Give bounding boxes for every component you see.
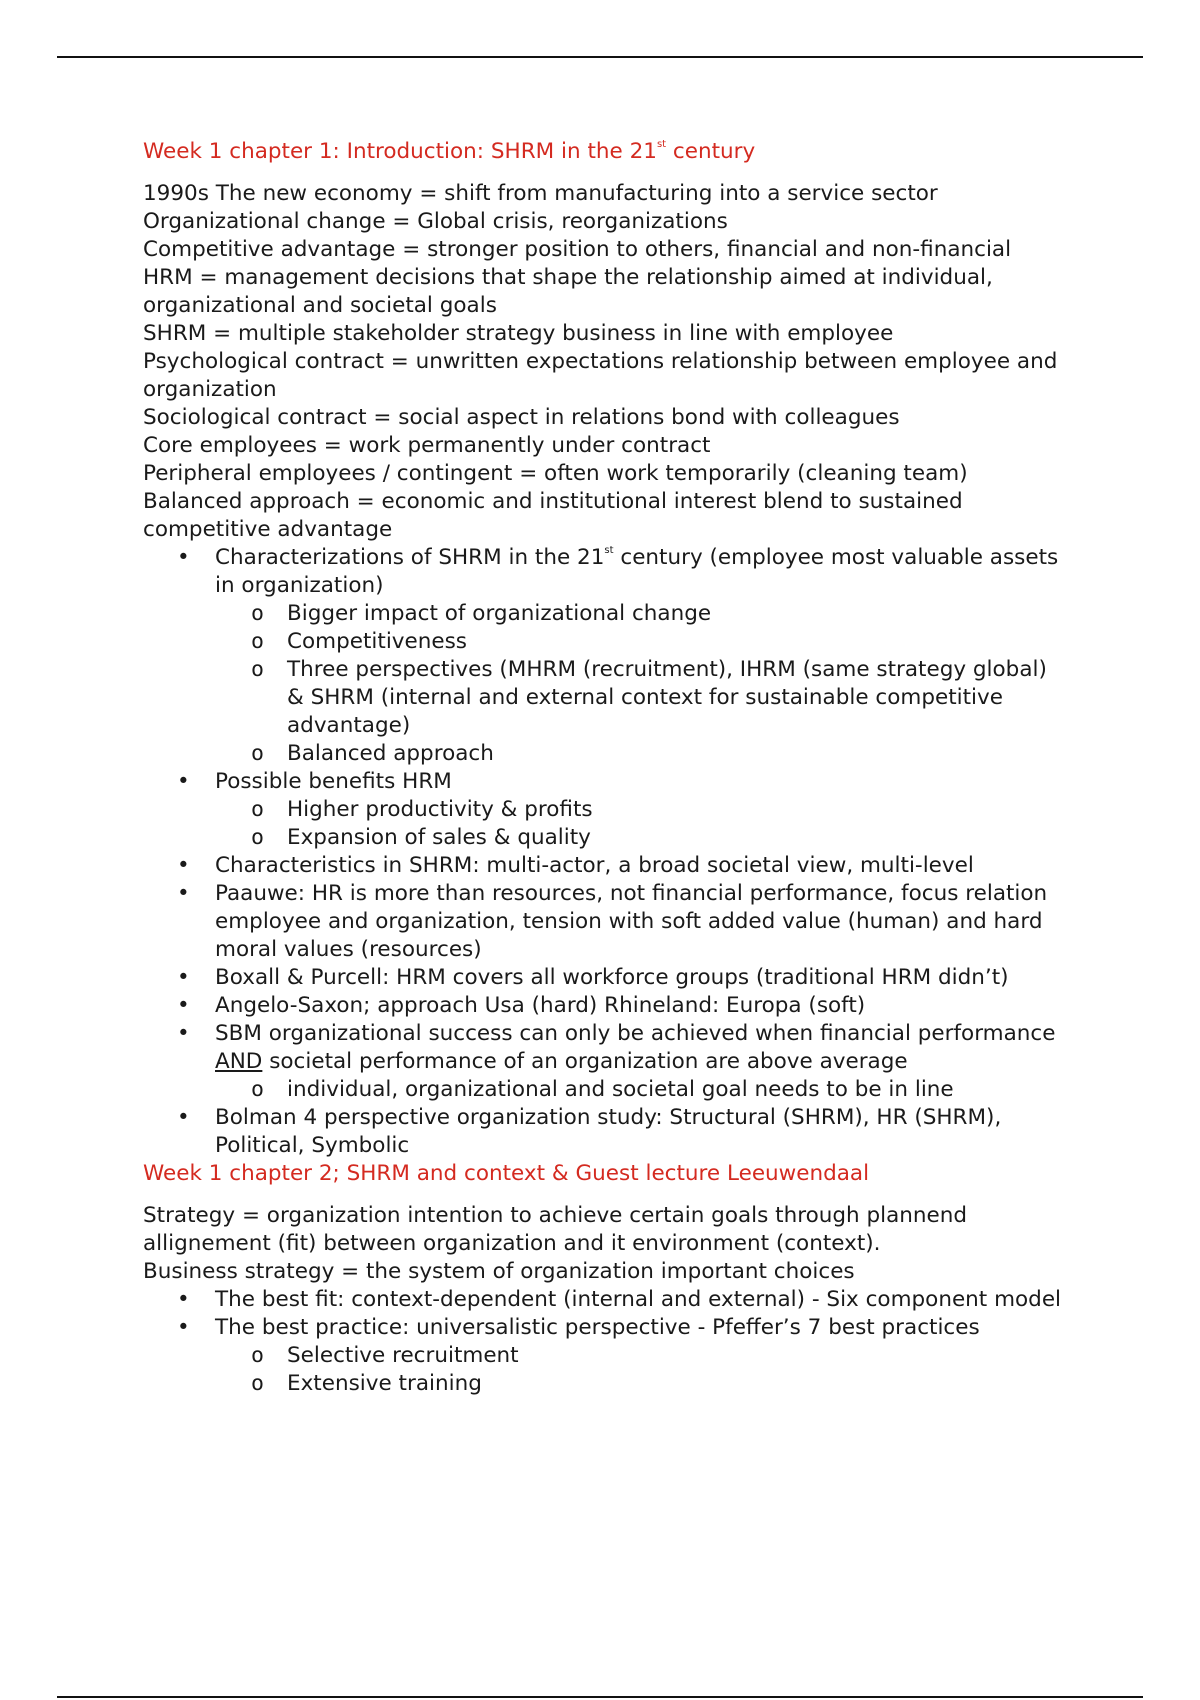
sub-list-item: o Balanced approach [251,741,494,766]
bullet-marker: • [177,1287,190,1312]
bullet-marker: • [177,965,190,990]
bullet-marker: • [177,769,190,794]
bullet-marker: • [177,545,190,570]
sub-bullet-marker: o [251,601,264,626]
sub-bullet-marker: o [251,657,264,682]
definitions-block-chapter-2 [143,1202,1063,1286]
list-item [143,1314,1063,1398]
bullet-marker: • [177,993,190,1018]
list-item [143,1286,1063,1314]
list-item [143,992,1063,1020]
section-heading-chapter-2: Week 1 chapter 2; SHRM and context & Guest lecture Leeuwendaal [143,1161,870,1186]
list-item [143,1104,1063,1160]
list-item-text: SBM organizational success can only be achieved when financial performance AND societal performance of an organization are above average [215,1021,1056,1074]
bullet-list-chapter-1 [143,544,1063,1160]
definition-line: Peripheral employees / contingent = often work temporarily (cleaning team) [143,461,968,486]
bullet-list-chapter-2 [143,1286,1063,1398]
sub-bullet-marker: o [251,825,264,850]
bullet-marker: • [177,1105,190,1130]
list-item [143,544,1063,768]
list-item [143,964,1063,992]
definition-line: 1990s The new economy = shift from manufacturing into a service sector [143,181,938,206]
sub-list-item: o Higher productivity & profits [251,797,593,822]
sub-bullet-marker: o [251,629,264,654]
sub-list [215,1342,1063,1398]
sub-list-item: o Selective recruitment [251,1343,519,1368]
sub-bullet-marker: o [251,1343,264,1368]
list-item-text: The best fit: context-dependent (internal and external) - Six component model [215,1287,1062,1312]
list-item-text: Paauwe: HR is more than resources, not financial performance, focus relation employee and organization, tension with soft added value (human) and hard moral values (resources) [215,881,1048,962]
sub-list-item: o Competitiveness [251,629,467,654]
list-item [143,768,1063,852]
sub-bullet-marker: o [251,741,264,766]
list-item [143,1020,1063,1104]
sub-list-item: o individual, organizational and societal goal needs to be in line [251,1077,954,1102]
list-item-text: Characteristics in SHRM: multi-actor, a broad societal view, multi-level [215,853,974,878]
sub-list-item: o Extensive training [251,1371,482,1396]
bullet-marker: • [177,1021,190,1046]
footer-rule [57,1696,1143,1698]
definition-line: SHRM = multiple stakeholder strategy business in line with employee [143,321,894,346]
definitions-block-chapter-1 [143,180,1063,544]
definition-line: Sociological contract = social aspect in relations bond with colleagues [143,405,900,430]
sub-list [215,796,1063,852]
header-rule [57,56,1143,58]
list-item-text: Boxall & Purcell: HRM covers all workforce groups (traditional HRM didn’t) [215,965,1009,990]
sub-list-item: o Expansion of sales & quality [251,825,591,850]
sub-list [215,600,1063,768]
definition-line: Strategy = organization intention to achieve certain goals through plannend allignement (fit) between organization and it environment (context). [143,1203,968,1256]
sub-list [215,1076,1063,1104]
list-item [143,880,1063,964]
list-item-text: Angelo-Saxon; approach Usa (hard) Rhineland: Europa (soft) [215,993,866,1018]
definition-line: Organizational change = Global crisis, reorganizations [143,209,728,234]
sub-list-item: o Bigger impact of organizational change [251,601,712,626]
sub-list-item: o Three perspectives (MHRM (recruitment), IHRM (same strategy global) & SHRM (internal and external context for sustainable competitive advantage) [251,657,1047,738]
list-item-text: Possible benefits HRM [215,769,452,794]
bullet-marker: • [177,881,190,906]
bullet-marker: • [177,853,190,878]
sub-bullet-marker: o [251,1077,264,1102]
section-heading-chapter-1: Week 1 chapter 1: Introduction: SHRM in the 21st century [143,138,756,164]
sub-bullet-marker: o [251,797,264,822]
definition-line: Psychological contract = unwritten expectations relationship between employee and organization [143,349,1058,402]
list-item-text: Bolman 4 perspective organization study: Structural (SHRM), HR (SHRM), Political, Symbolic [215,1105,1002,1158]
definition-line: Business strategy = the system of organization important choices [143,1259,855,1284]
underlined-text: AND [215,1049,263,1074]
document-page [143,138,1063,1398]
definition-line: Competitive advantage = stronger position to others, financial and non-financial [143,237,1012,262]
definition-line: Core employees = work permanently under contract [143,433,711,458]
sub-bullet-marker: o [251,1371,264,1396]
definition-line: HRM = management decisions that shape the relationship aimed at individual, organizational and societal goals [143,265,993,318]
definition-line: Balanced approach = economic and institutional interest blend to sustained competitive advantage [143,489,963,542]
list-item-text: Characterizations of SHRM in the 21st century (employee most valuable assets in organization) [215,544,1059,598]
list-item [143,852,1063,880]
bullet-marker: • [177,1315,190,1340]
list-item-text: The best practice: universalistic perspective - Pfeffer’s 7 best practices [215,1315,980,1340]
